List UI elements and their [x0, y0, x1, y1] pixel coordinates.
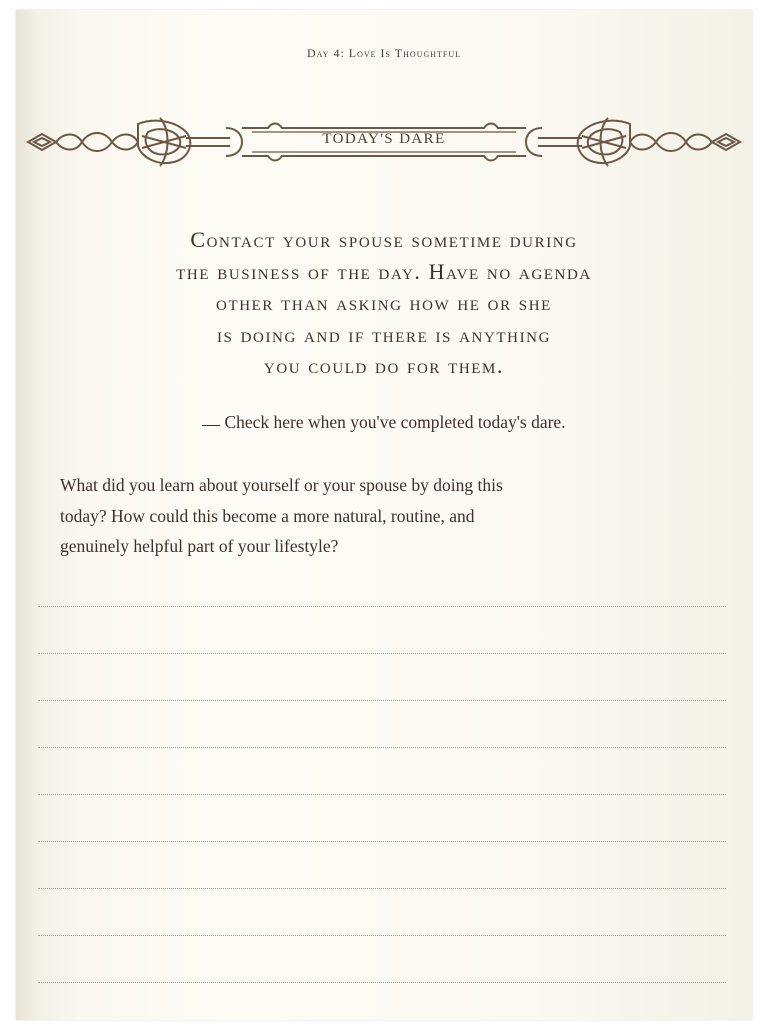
dare-line: is doing and if there is anything: [216, 321, 552, 347]
banner-title: TODAY'S DARE: [322, 131, 446, 147]
prompt-line: genuinely helpful part of your lifestyle?: [60, 536, 339, 556]
writing-line[interactable]: [38, 888, 726, 889]
dare-line: the business of the day. Have no agenda: [176, 258, 592, 284]
dare-line: you could do for them.: [263, 353, 505, 378]
writing-line[interactable]: [38, 700, 726, 701]
reflection-prompt: [60, 470, 720, 562]
checkbox-label: Check here when you've completed today's dare.: [224, 412, 566, 432]
writing-line[interactable]: [38, 653, 726, 654]
writing-line[interactable]: [38, 841, 726, 842]
writing-line[interactable]: [38, 747, 726, 748]
dare-line: Contact your spouse sometime during: [190, 227, 578, 252]
writing-line[interactable]: [38, 935, 726, 936]
writing-line[interactable]: [38, 606, 726, 607]
dare-line: other than asking how he or she: [216, 290, 552, 315]
prompt-line: today? How could this become a more natural, routine, and: [60, 505, 475, 526]
writing-line[interactable]: [38, 982, 726, 983]
completion-checkbox[interactable]: [202, 424, 220, 426]
writing-line[interactable]: [38, 794, 726, 795]
running-head: Day 4: Love Is Thoughtful: [306, 46, 462, 60]
prompt-line: What did you learn about yourself or your spouse by doing this: [60, 475, 503, 495]
completion-checkbox-row: [16, 412, 752, 433]
dare-text: [46, 224, 722, 382]
book-page: [16, 10, 752, 1020]
